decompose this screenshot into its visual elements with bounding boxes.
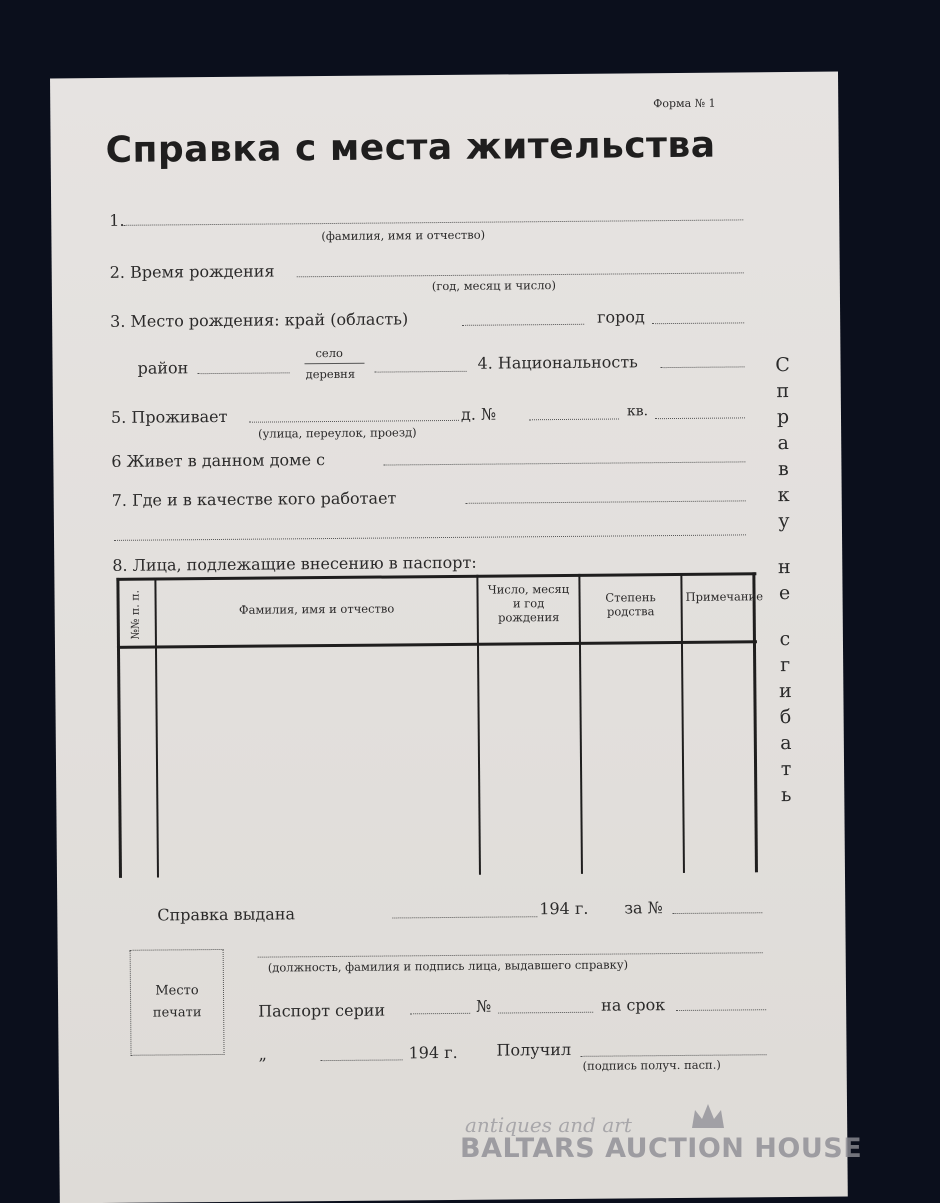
side-text-letter: п — [776, 380, 790, 403]
item1-line — [123, 219, 743, 225]
item3-fraction-line — [305, 363, 365, 365]
item3-hamlet: деревня — [305, 366, 356, 382]
item5-label: 5. Проживает — [110, 406, 228, 427]
item1-caption: (фамилия, имя и отчество) — [321, 227, 486, 244]
stamp-area — [130, 949, 225, 1056]
table-header-birth: Число, месяц и год рождения — [487, 581, 570, 625]
passport-number: № — [476, 996, 492, 1016]
item5-caption: (улица, переулок, проезд) — [258, 425, 417, 441]
stamp-label: Место печати — [152, 983, 202, 1021]
table-header-relation: Степень родства — [605, 590, 656, 619]
issued-number-line — [672, 912, 762, 914]
table-header-note: Примечание — [685, 589, 764, 604]
issued-number: за № — [624, 898, 663, 918]
item1-label: 1. — [109, 210, 125, 230]
side-text-letter — [772, 534, 796, 554]
side-text-letter: С — [775, 353, 790, 377]
item7-label: 7. Где и в качестве кого работает — [111, 488, 397, 510]
table-header-border — [117, 640, 757, 649]
received-date-line — [321, 1059, 403, 1061]
item3-region-line — [462, 324, 584, 326]
watermark-tagline: antiques and art — [465, 1113, 632, 1137]
issued-year: 194 г. — [539, 898, 589, 919]
item2-caption: (год, месяц и число) — [431, 278, 556, 294]
item5-apt: кв. — [626, 403, 649, 420]
persons-table — [116, 572, 764, 878]
side-text-letter: к — [777, 484, 790, 507]
side-text-letter: а — [780, 731, 792, 755]
table-col-divider — [154, 578, 159, 878]
side-text-letter: т — [780, 757, 792, 781]
table-col-divider — [476, 575, 481, 875]
side-text-letter: р — [776, 406, 790, 429]
item5-house: д. № — [460, 404, 497, 424]
passport-term-line — [676, 1009, 766, 1011]
table-header-num: №№ п. п. — [128, 589, 142, 640]
issued-label: Справка выдана — [157, 904, 296, 925]
item5-house-line — [529, 418, 619, 420]
watermark-brand: BALTARS AUCTION HOUSE — [460, 1133, 863, 1164]
item8-label: 8. Лица, подлежащие внесению в паспорт: — [112, 552, 477, 575]
item3-district-line — [198, 372, 290, 374]
side-text-letter: ь — [781, 783, 792, 807]
form-number: Форма № 1 — [653, 96, 716, 111]
issued-date-line — [392, 916, 537, 918]
side-text-letter: г — [780, 654, 791, 677]
side-text-letter: и — [778, 679, 792, 703]
item5-apt-line — [655, 417, 745, 419]
item2-label: 2. Время рождения — [109, 261, 275, 282]
item2-line — [297, 272, 744, 277]
table-header-name: Фамилия, имя и отчество — [238, 601, 395, 617]
passport-number-line — [498, 1012, 593, 1014]
item3-village-line — [375, 371, 467, 373]
table-col-divider — [680, 573, 685, 873]
item5-street-line — [249, 420, 459, 423]
passport-series-line — [410, 1013, 470, 1015]
item4-label: 4. Национальность — [477, 352, 638, 373]
item7-line-2 — [114, 534, 746, 541]
side-text-letter: у — [778, 510, 790, 533]
item3-city-line — [652, 322, 744, 324]
item6-line — [383, 461, 745, 465]
document-title: Справка с места жительства — [105, 124, 716, 171]
side-text-letter — [773, 606, 797, 626]
received-caption: (подпись получ. пасп.) — [582, 1057, 721, 1073]
item3-district: район — [137, 358, 189, 378]
passport-term: на срок — [601, 995, 666, 1015]
received-year: 194 г. — [408, 1042, 458, 1063]
side-text-letter: а — [777, 432, 789, 455]
received-label: Получил — [496, 1039, 572, 1060]
item3-village: село — [315, 345, 343, 361]
item4-line — [661, 366, 745, 368]
table-col-divider — [578, 574, 583, 874]
item3-label: 3. Место рождения: край (область) — [110, 309, 409, 331]
passport-series: Паспорт серии — [258, 1000, 386, 1021]
side-text-letter: с — [779, 628, 791, 651]
crown-icon — [690, 1102, 726, 1132]
signer-line — [258, 952, 763, 957]
side-text-letter: б — [779, 705, 792, 729]
item3-city: город — [597, 307, 645, 327]
side-text-letter: в — [777, 458, 789, 481]
signer-caption: (должность, фамилия и подпись лица, выдавшего справку) — [267, 957, 629, 975]
side-text-letter: н — [777, 555, 791, 579]
side-text — [770, 352, 798, 808]
document-sheet: Форма № 1 Справка с места жительства 1. (фамилия, имя и отчество) 2. Время рождения (год, месяц и число) 3. Место рождения: край (область) город район село деревня 4. Национальность 5. Проживает д. № кв. (улица, переулок, проезд) 6 Живет в данном доме с 7. Где и в качестве кого работает 8. Лица, подлежащие внесению в паспорт: №№ п. п. Фамилия, имя и отчество Число, месяц и год рождения Степень родства Примечание Справка выдана 194 г. за № (должность, фамилия и подпись лица, выдавшего справку) Место печати Паспорт серии № на срок „ 194 г. Получил (подпись получ. пасп.) С п р а в к у н е с г и б а т ь — [50, 72, 848, 1203]
side-text-letter: е — [778, 581, 791, 605]
table-right-border — [752, 572, 758, 872]
item6-label: 6 Живет в данном доме с — [111, 450, 326, 471]
received-line — [581, 1054, 767, 1057]
item7-line — [466, 500, 746, 503]
